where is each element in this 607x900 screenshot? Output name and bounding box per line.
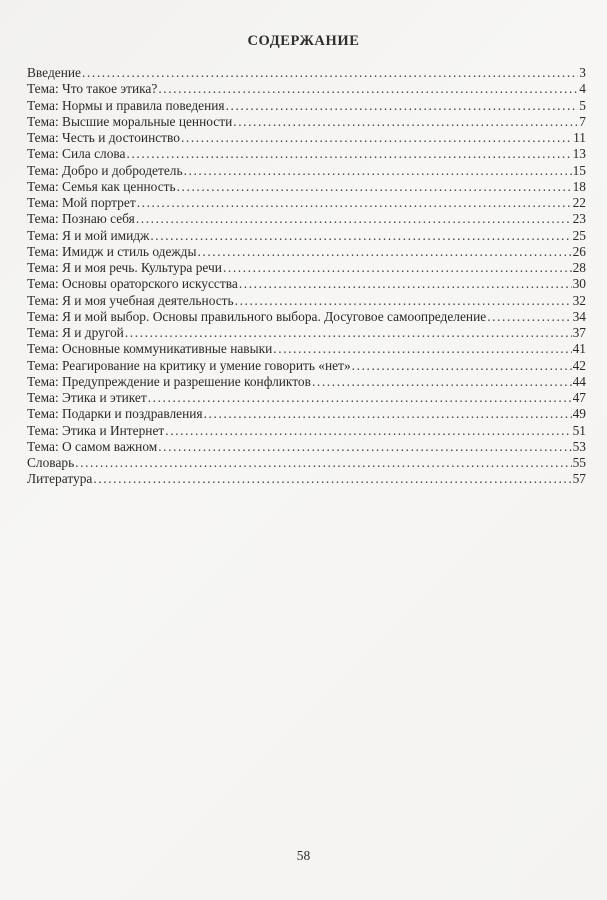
toc-entry xyxy=(27,341,586,357)
toc-entry xyxy=(27,81,586,97)
toc-entry xyxy=(27,130,586,146)
toc-entry xyxy=(27,146,586,162)
dot-leader xyxy=(223,260,572,276)
toc-entry-label: Тема: Что такое этика? xyxy=(27,81,158,97)
dot-leader xyxy=(158,439,571,455)
toc-entry-label: Тема: Я и моя речь. Культура речи xyxy=(27,260,222,275)
toc-entry-page: 15 xyxy=(572,162,586,178)
toc-entry xyxy=(27,358,586,374)
toc-entry xyxy=(27,374,586,390)
toc-entry-page: 4 xyxy=(579,81,586,97)
toc-entry xyxy=(27,179,586,195)
toc-entry-label: Тема: Сила слова xyxy=(27,146,126,162)
toc-entry xyxy=(27,325,586,341)
dot-leader xyxy=(204,406,572,422)
toc-entry xyxy=(27,65,586,81)
dot-leader xyxy=(235,293,572,309)
page-number: 58 xyxy=(296,848,311,863)
dot-leader xyxy=(165,423,571,439)
toc-entry-label: Тема: Семья как ценность xyxy=(27,178,176,194)
dot-leader xyxy=(487,309,571,325)
toc-entry-label: Тема: Имидж и стиль одежды xyxy=(27,243,197,259)
toc-entry xyxy=(27,471,586,487)
dot-leader xyxy=(197,244,571,260)
toc-entry-page: 44 xyxy=(572,373,586,389)
dot-leader xyxy=(127,146,572,162)
dot-leader xyxy=(136,211,572,227)
toc-entry-page: 53 xyxy=(572,438,586,454)
dot-leader xyxy=(352,358,572,374)
dot-leader xyxy=(312,374,572,390)
toc-entry-page: 5 xyxy=(579,97,586,113)
toc-entry xyxy=(27,211,586,227)
toc-entry xyxy=(27,439,586,455)
toc-entry xyxy=(27,423,586,439)
toc-entry-page: 3 xyxy=(579,65,586,80)
toc-entry-page: 13 xyxy=(572,146,586,162)
toc-entry-page: 30 xyxy=(572,276,586,292)
dot-leader xyxy=(150,228,571,244)
dot-leader xyxy=(125,325,572,341)
toc-entry xyxy=(27,309,586,325)
toc-entry xyxy=(27,390,586,406)
toc-entry-page: 7 xyxy=(579,113,586,129)
toc-entry-label: Словарь xyxy=(27,455,75,470)
toc-entry-label: Тема: Я и другой xyxy=(27,325,124,340)
toc-entry xyxy=(27,195,586,211)
toc-entry-label: Тема: Основные коммуникативные навыки xyxy=(27,341,273,357)
toc-entry-label: Тема: Я и мой имидж xyxy=(27,227,150,243)
toc-entry-page: 37 xyxy=(572,325,586,340)
toc-entry-label: Литература xyxy=(27,471,93,487)
toc-entry-label: Тема: Предупреждение и разрешение конфликтов xyxy=(27,373,311,389)
toc-entry-page: 28 xyxy=(572,260,586,275)
toc-entry-label: Тема: Честь и достоинство xyxy=(27,130,180,145)
toc-entry-label: Тема: Познаю себя xyxy=(27,211,135,227)
toc-entry-label: Тема: Я и мой выбор. Основы правильного выбора. Досуговое самоопределение xyxy=(27,308,487,324)
toc-entry-page: 57 xyxy=(572,471,586,487)
dot-leader xyxy=(184,163,572,179)
toc-entry-label: Введение xyxy=(27,65,81,80)
toc-entry xyxy=(27,276,586,292)
dot-leader xyxy=(226,98,579,114)
toc-entry-page: 25 xyxy=(572,227,586,243)
toc-entry-page: 32 xyxy=(572,292,586,308)
toc-entry-page: 26 xyxy=(572,243,586,259)
dot-leader xyxy=(148,390,572,406)
toc-entry-label: Тема: Добро и добродетель xyxy=(27,162,183,178)
toc-entry-page: 34 xyxy=(572,308,586,324)
contents-title: СОДЕРЖАНИЕ xyxy=(247,33,360,49)
dot-leader xyxy=(239,276,572,292)
toc-entry-page: 23 xyxy=(572,211,586,227)
dot-leader xyxy=(93,471,571,487)
toc-entry xyxy=(27,260,586,276)
toc-entry-label: Тема: Этика и этикет xyxy=(27,390,147,405)
toc-entry xyxy=(27,455,586,471)
dot-leader xyxy=(177,179,572,195)
toc-entry-label: Тема: Этика и Интернет xyxy=(27,422,165,438)
toc-entry-page: 22 xyxy=(572,195,586,210)
toc-entry-label: Тема: Нормы и правила поведения xyxy=(27,97,225,113)
toc-entry-label: Тема: О самом важном xyxy=(27,438,158,454)
toc-entry-label: Тема: Подарки и поздравления xyxy=(27,406,203,422)
toc-entry xyxy=(27,114,586,130)
dot-leader xyxy=(137,195,572,211)
toc-entry-label: Тема: Основы ораторского искусства xyxy=(27,276,238,292)
dot-leader xyxy=(233,114,578,130)
toc-entry-page: 49 xyxy=(572,406,586,422)
toc-entry-page: 42 xyxy=(572,357,586,373)
toc-entry xyxy=(27,406,586,422)
dot-leader xyxy=(181,130,572,146)
toc-entry-page: 47 xyxy=(572,390,586,405)
dot-leader xyxy=(158,81,578,97)
toc-entry-page: 41 xyxy=(572,341,586,357)
dot-leader xyxy=(273,341,571,357)
toc-entry xyxy=(27,98,586,114)
toc-entry-page: 51 xyxy=(572,422,586,438)
dot-leader xyxy=(75,455,571,471)
toc-entry-label: Тема: Высшие моральные ценности xyxy=(27,113,233,129)
toc-entry xyxy=(27,228,586,244)
toc-entry-page: 55 xyxy=(572,455,586,470)
toc-entry-label: Тема: Я и моя учебная деятельность xyxy=(27,292,234,308)
toc-entry xyxy=(27,244,586,260)
toc-entry-page: 18 xyxy=(572,178,586,194)
toc-entry xyxy=(27,293,586,309)
dot-leader xyxy=(82,65,578,81)
toc-entry-label: Тема: Реагирование на критику и умение говорить «нет» xyxy=(27,357,351,373)
toc-list xyxy=(27,65,586,488)
toc-entry-page: 11 xyxy=(573,130,586,145)
toc-entry-label: Тема: Мой портрет xyxy=(27,195,136,210)
toc-entry xyxy=(27,163,586,179)
